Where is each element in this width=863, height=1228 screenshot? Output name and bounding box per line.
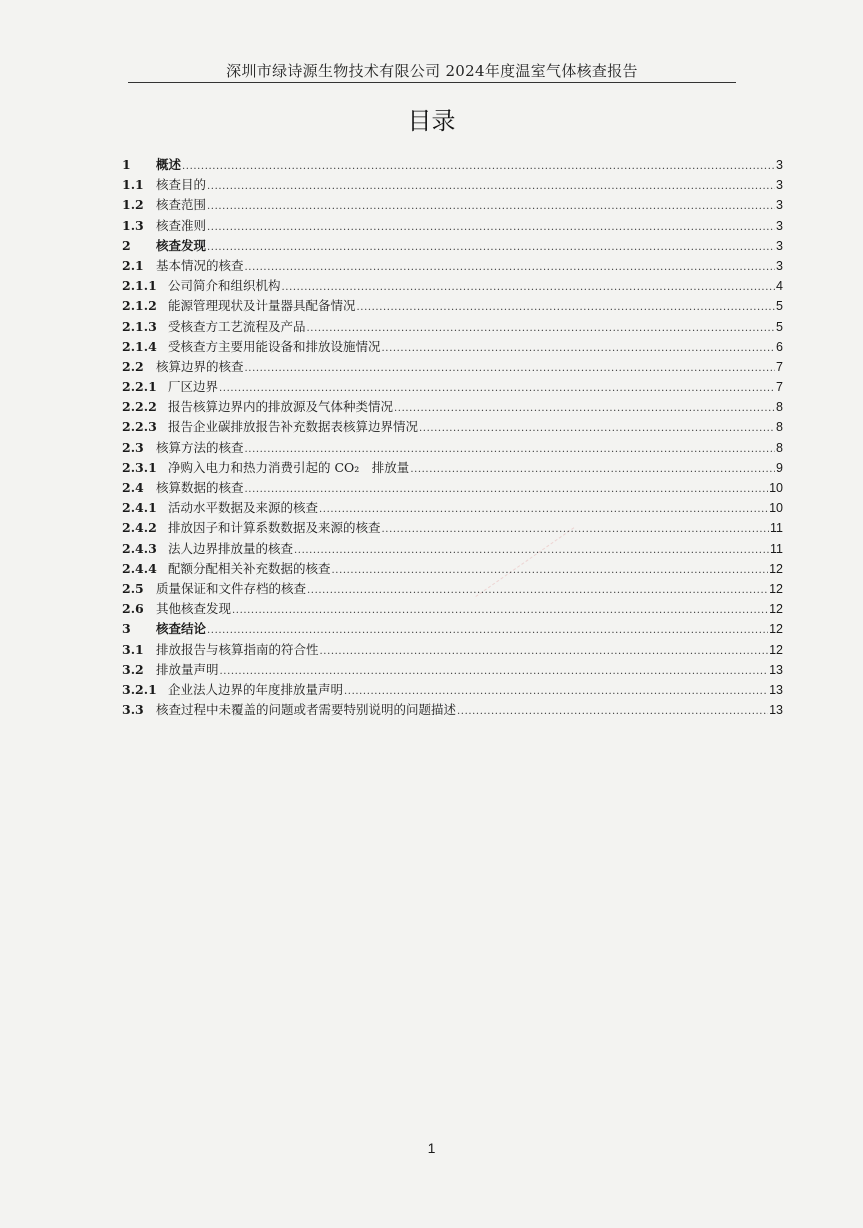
toc-entry-label: 企业法人边界的年度排放量声明 — [168, 681, 344, 697]
toc-entry-label: 基本情况的核查 — [156, 257, 244, 273]
toc-entry[interactable] — [122, 559, 783, 579]
toc-entry-number: 2.2.2 — [122, 399, 157, 415]
toc-entry-page: 12 — [769, 642, 783, 657]
toc-entry-page: 5 — [776, 319, 783, 334]
toc-entry-page: 13 — [769, 682, 783, 697]
toc-leader-dots — [320, 642, 769, 662]
toc-entry-page: 3 — [776, 178, 783, 193]
toc-leader-dots — [245, 440, 776, 460]
toc-entry-number: 2.1.4 — [122, 338, 157, 354]
toc-entry-number: 1.3 — [122, 217, 144, 233]
toc-entry-number: 1.1 — [122, 177, 144, 193]
toc-entry-number: 3.3 — [122, 702, 144, 718]
toc-entry-number: 2.4.1 — [122, 500, 157, 516]
header-rule — [128, 82, 736, 83]
toc-entry[interactable] — [122, 195, 783, 215]
toc-entry[interactable] — [122, 357, 783, 377]
toc-leader-dots — [220, 662, 769, 682]
toc-entry[interactable] — [122, 397, 783, 417]
toc-entry[interactable] — [122, 478, 783, 498]
toc-entry-page: 13 — [769, 662, 783, 677]
toc-entry-page: 3 — [776, 158, 783, 172]
toc-entry-label: 核算边界的核查 — [156, 358, 244, 374]
toc-entry-label: 质量保证和文件存档的核查 — [156, 580, 307, 596]
toc-entry-number: 2.4 — [122, 480, 144, 495]
toc-leader-dots — [207, 177, 775, 197]
toc-entry-page: 10 — [769, 501, 783, 516]
toc-leader-dots — [419, 419, 775, 439]
toc-entry-number: 2.5 — [122, 580, 144, 596]
toc-leader-dots — [307, 581, 768, 601]
toc-entry[interactable] — [122, 518, 783, 538]
toc-entry-page: 12 — [769, 622, 783, 637]
toc-leader-dots — [344, 682, 768, 702]
toc-leader-dots — [394, 399, 775, 419]
toc-leader-dots — [219, 379, 775, 399]
toc-entry-number: 2.2 — [122, 358, 144, 374]
toc-entry-page: 13 — [769, 703, 783, 718]
table-of-contents — [122, 155, 783, 720]
toc-entry[interactable] — [122, 498, 783, 518]
toc-entry-label: 排放因子和计算系数数据及来源的核查 — [168, 520, 381, 536]
toc-entry-page: 8 — [776, 440, 783, 455]
toc-leader-dots — [357, 298, 776, 318]
toc-entry[interactable] — [122, 216, 783, 236]
toc-leader-dots — [232, 601, 768, 621]
toc-entry[interactable] — [122, 579, 783, 599]
toc-entry-page: 3 — [776, 218, 783, 233]
toc-entry-label: 核算数据的核查 — [156, 480, 244, 495]
toc-entry[interactable] — [122, 660, 783, 680]
toc-entry-label: 净购入电力和热力消费引起的 CO₂ 排放量 — [168, 459, 410, 475]
toc-leader-dots — [207, 218, 775, 238]
toc-entry-page: 12 — [769, 561, 783, 576]
toc-entry[interactable] — [122, 175, 783, 195]
toc-entry-number: 3.2 — [122, 661, 144, 677]
toc-entry-label: 受核查方工艺流程及产品 — [168, 318, 306, 334]
page-number: 1 — [427, 1140, 436, 1156]
toc-entry-label: 核查范围 — [156, 197, 207, 213]
toc-entry-label: 报告核算边界内的排放源及气体种类情况 — [168, 399, 394, 415]
toc-entry[interactable] — [122, 377, 783, 397]
toc-leader-dots — [245, 480, 769, 500]
toc-entry-page: 7 — [776, 380, 783, 395]
toc-entry-page: 6 — [776, 339, 783, 354]
toc-leader-dots — [207, 621, 768, 641]
toc-entry[interactable] — [122, 236, 783, 256]
toc-leader-dots — [382, 339, 776, 359]
toc-entry-label: 核查准则 — [156, 217, 207, 233]
toc-leader-dots — [457, 702, 768, 722]
toc-entry[interactable] — [122, 317, 783, 337]
toc-entry-number: 2.1.2 — [122, 298, 157, 314]
toc-entry[interactable] — [122, 155, 783, 175]
toc-entry-label: 报告企业碳排放报告补充数据表核算边界情况 — [168, 419, 419, 435]
toc-leader-dots — [332, 561, 769, 581]
toc-entry-number: 2.1.1 — [122, 278, 157, 294]
toc-entry-page: 12 — [769, 581, 783, 596]
toc-entry-page: 3 — [776, 198, 783, 213]
toc-entry-label: 受核查方主要用能设备和排放设施情况 — [168, 338, 381, 354]
toc-entry-number: 2.3 — [122, 439, 144, 455]
toc-entry-label: 核查过程中未覆盖的问题或者需要特别说明的问题描述 — [156, 702, 457, 718]
toc-entry-number: 2.4.3 — [122, 540, 157, 556]
toc-entry-page: 11 — [770, 541, 783, 556]
toc-entry-page: 5 — [776, 299, 783, 314]
toc-entry-page: 11 — [770, 521, 783, 536]
toc-entry-label: 核查结论 — [156, 621, 207, 637]
toc-entry-label: 活动水平数据及来源的核查 — [168, 500, 319, 516]
toc-entry[interactable] — [122, 417, 783, 437]
toc-leader-dots — [294, 541, 769, 561]
toc-entry-label: 能源管理现状及计量器具配备情况 — [168, 298, 356, 314]
toc-entry-label: 排放量声明 — [156, 661, 219, 677]
toc-entry-label: 核查目的 — [156, 177, 207, 193]
toc-entry-label: 其他核查发现 — [156, 601, 232, 617]
toc-entry-page: 7 — [776, 359, 783, 374]
toc-entry[interactable] — [122, 296, 783, 316]
toc-entry-label: 法人边界排放量的核查 — [168, 540, 294, 556]
toc-entry[interactable] — [122, 458, 783, 478]
toc-leader-dots — [245, 359, 776, 379]
toc-entry[interactable] — [122, 640, 783, 660]
toc-entry-number: 2 — [122, 237, 131, 253]
toc-entry-number: 3 — [122, 621, 131, 637]
toc-entry-number: 2.2.1 — [122, 379, 157, 395]
toc-entry-number: 3.1 — [122, 641, 144, 657]
toc-entry-page: 4 — [776, 279, 783, 294]
toc-entry[interactable] — [122, 539, 783, 559]
toc-entry-label: 核查发现 — [156, 237, 207, 253]
toc-leader-dots — [410, 460, 775, 480]
toc-leader-dots — [207, 238, 775, 258]
toc-entry-number: 3.2.1 — [122, 681, 157, 697]
toc-leader-dots — [307, 319, 776, 339]
toc-entry-label: 厂区边界 — [168, 379, 219, 395]
toc-entry[interactable] — [122, 276, 783, 296]
toc-entry-page: 12 — [769, 602, 783, 617]
toc-entry[interactable] — [122, 599, 783, 619]
toc-entry-number: 2.1.3 — [122, 318, 157, 334]
toc-leader-dots — [319, 500, 768, 520]
toc-entry-label: 公司简介和组织机构 — [168, 278, 281, 294]
toc-leader-dots — [282, 278, 776, 298]
toc-entry-page: 3 — [776, 258, 783, 273]
toc-entry-number: 2.1 — [122, 257, 144, 273]
toc-leader-dots — [182, 157, 775, 177]
toc-entry-page: 3 — [776, 238, 783, 253]
toc-entry-number: 2.6 — [122, 601, 144, 617]
toc-leader-dots — [245, 258, 776, 278]
toc-entry-label: 配额分配相关补充数据的核查 — [168, 560, 331, 576]
toc-entry-label: 概述 — [156, 157, 182, 172]
toc-entry-page: 8 — [776, 420, 783, 435]
toc-entry-number: 1.2 — [122, 197, 144, 213]
toc-leader-dots — [207, 197, 775, 217]
toc-entry-label: 排放报告与核算指南的符合性 — [156, 641, 319, 657]
toc-entry-page: 8 — [776, 400, 783, 415]
toc-entry-label: 核算方法的核查 — [156, 439, 244, 455]
toc-entry-page: 10 — [769, 481, 783, 495]
toc-entry-number: 1 — [122, 157, 131, 172]
running-header: 深圳市绿诗源生物技术有限公司 2024年度温室气体核查报告 — [226, 62, 638, 80]
toc-leader-dots — [382, 520, 770, 540]
toc-entry[interactable] — [122, 438, 783, 458]
toc-entry[interactable] — [122, 680, 783, 700]
toc-entry-number: 2.3.1 — [122, 459, 157, 475]
toc-entry-number: 2.4.2 — [122, 520, 157, 536]
toc-entry[interactable] — [122, 619, 783, 639]
toc-title: 目录 — [407, 107, 456, 135]
toc-entry-number: 2.2.3 — [122, 419, 157, 435]
toc-entry[interactable] — [122, 337, 783, 357]
toc-entry[interactable] — [122, 700, 783, 720]
toc-entry[interactable] — [122, 256, 783, 276]
toc-entry-page: 9 — [776, 460, 783, 475]
toc-entry-number: 2.4.4 — [122, 560, 157, 576]
